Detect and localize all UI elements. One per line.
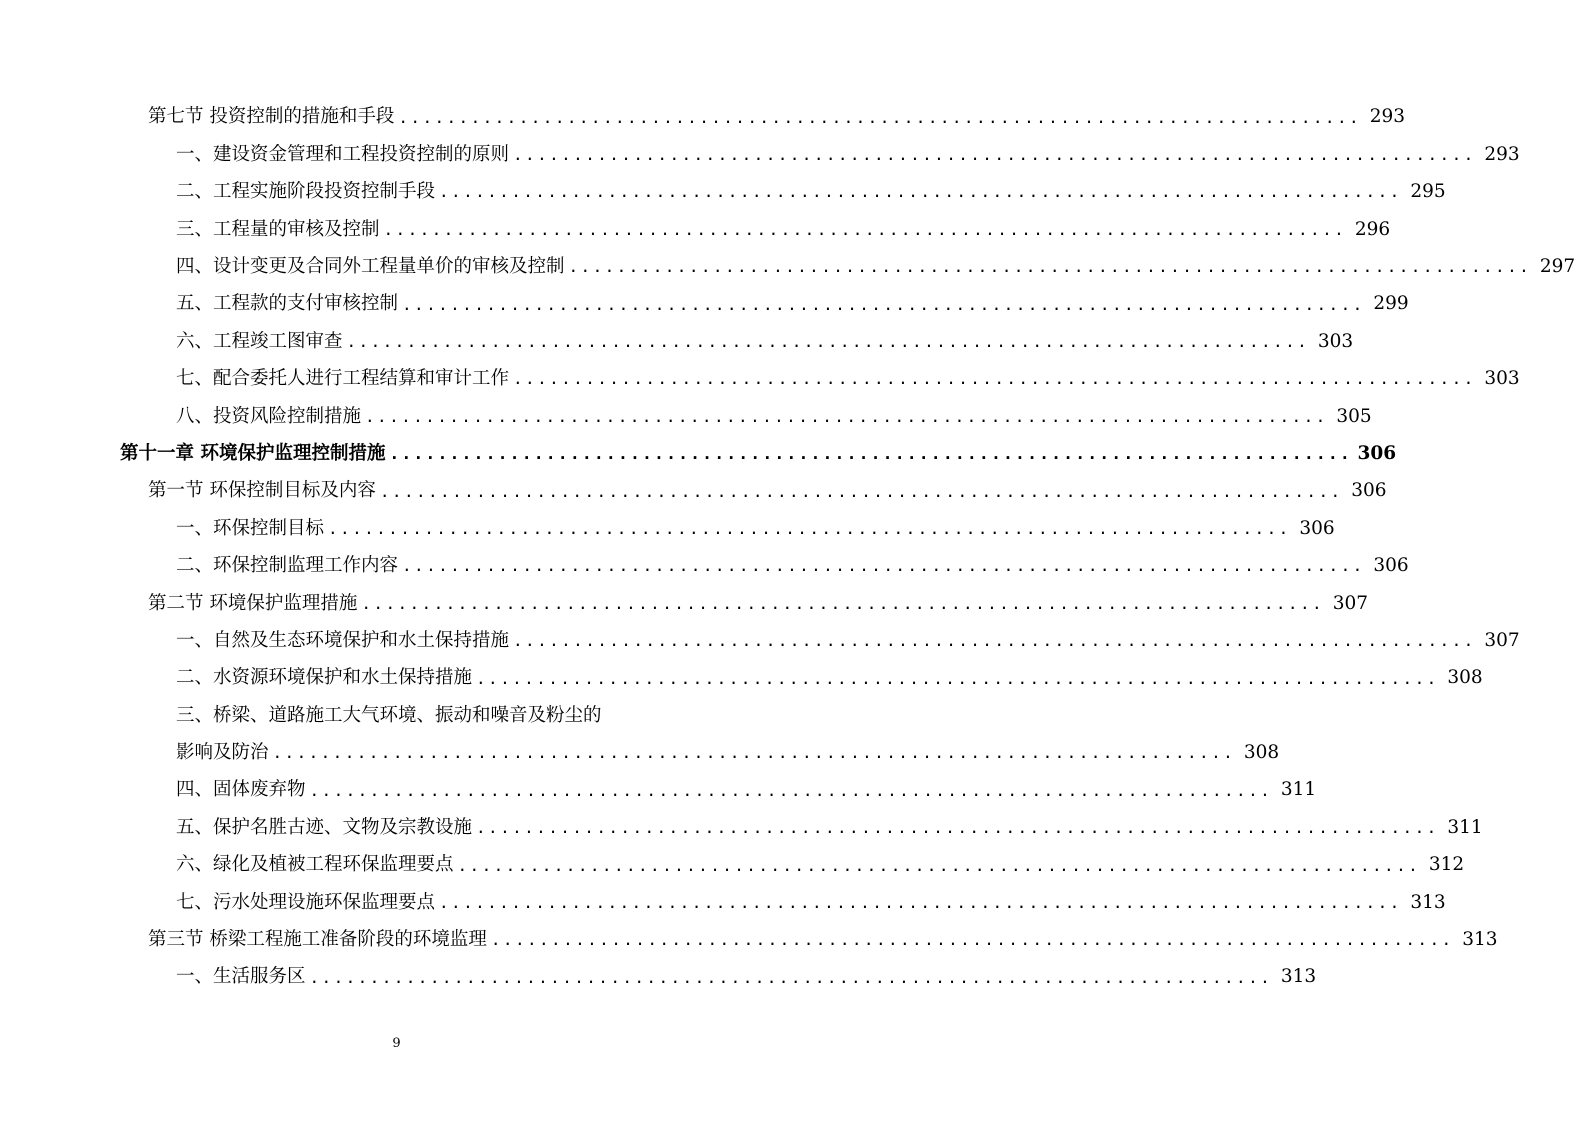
dot-leader: ................................................................................ [365, 406, 1328, 426]
dot-leader: ................................................................................ [513, 631, 1476, 651]
toc-entry-title: 一、生活服务区 [176, 966, 306, 988]
toc-entry-title: 一、自然及生态环境保护和水土保持措施 [176, 629, 510, 651]
toc-entry-title: 二、工程实施阶段投资控制手段 [176, 181, 436, 203]
toc-entry-page: 311 [1447, 816, 1483, 838]
toc-entry[interactable] [0, 847, 1465, 884]
toc-entry-title: 四、固体废弃物 [176, 779, 306, 801]
toc-entry-page: 313 [1280, 966, 1317, 988]
toc-entry[interactable] [0, 697, 793, 734]
dot-leader: ................................................................................ [272, 743, 1236, 763]
toc-entry-page: 296 [1354, 218, 1391, 240]
toc-entry-title: 第三节 桥梁工程施工准备阶段的环境监理 [148, 929, 487, 951]
dot-leader: ................................................................................ [476, 668, 1439, 688]
dot-leader: ................................................................................ [361, 593, 1325, 613]
page-number: 9 [392, 1036, 401, 1051]
toc-entry[interactable] [0, 398, 1372, 435]
toc-entry[interactable] [0, 959, 1317, 996]
toc-entry-title: 二、环保控制监理工作内容 [176, 555, 399, 577]
toc-entry-page: 312 [1428, 854, 1465, 876]
toc-entry-title: 二、水资源环境保护和水土保持措施 [176, 667, 473, 689]
toc-entry-title: 第一节 环保控制目标及内容 [148, 480, 376, 502]
dot-leader: ................................................................................ [439, 892, 1402, 912]
toc-entry-page: 311 [1280, 779, 1317, 801]
toc-entry-title: 三、桥梁、道路施工大气环境、振动和噪音及粉尘的 [176, 704, 602, 726]
dot-leader: ................................................................................ [476, 818, 1439, 838]
toc-entry-page: 303 [1484, 368, 1520, 390]
toc-entry-page: 303 [1317, 330, 1354, 352]
toc-entry-title: 六、绿化及植被工程环保监理要点 [176, 854, 454, 876]
toc-entry[interactable] [0, 772, 1317, 809]
toc-entry-title: 五、工程款的支付审核控制 [176, 293, 399, 315]
dot-leader: ................................................................................ [398, 107, 1362, 127]
dot-leader: ................................................................................ [328, 518, 1291, 538]
dot-leader: ................................................................................ [309, 967, 1273, 987]
toc-entry[interactable] [0, 922, 1498, 959]
toc-entry-page: 306 [1299, 517, 1335, 539]
toc-entry[interactable] [0, 510, 1335, 547]
toc-entry-page: 295 [1410, 181, 1446, 203]
toc-entry-title: 七、配合委托人进行工程结算和审计工作 [176, 368, 510, 390]
toc-entry-title: 七、污水处理设施环保监理要点 [176, 891, 436, 913]
toc-entry-title: 五、保护名胜古迹、文物及宗教设施 [176, 816, 473, 838]
toc-entry[interactable] [0, 323, 1354, 360]
toc-entry-page: 307 [1484, 629, 1520, 651]
toc-entry-page: 299 [1373, 293, 1409, 315]
table-of-contents [0, 99, 1575, 996]
dot-leader: ................................................................................ [568, 257, 1532, 277]
toc-entry-continuation[interactable] [0, 735, 1280, 772]
toc-entry[interactable] [0, 136, 1520, 173]
toc-entry-title: 八、投资风险控制措施 [176, 405, 362, 427]
toc-entry-page: 306 [1351, 480, 1387, 502]
toc-entry-page: 306 [1373, 555, 1409, 577]
toc-entry-page: 297 [1539, 256, 1575, 277]
dot-leader: ................................................................................ [346, 332, 1310, 352]
toc-entry-page: 305 [1336, 405, 1372, 427]
dot-leader: ................................................................................ [402, 294, 1365, 314]
dot-leader: ................................................................................ [513, 145, 1476, 165]
toc-entry-title: 一、环保控制目标 [176, 517, 325, 539]
toc-entry[interactable] [0, 361, 1520, 398]
toc-entry[interactable] [0, 809, 1483, 846]
toc-entry-page: 313 [1410, 891, 1446, 913]
dot-leader: ................................................................................ [309, 780, 1273, 800]
toc-entry-title: 四、设计变更及合同外工程量单价的审核及控制 [176, 256, 565, 277]
toc-entry[interactable] [0, 660, 1483, 697]
toc-entry-page: 307 [1332, 592, 1369, 614]
dot-leader: ................................................................................ [439, 182, 1402, 202]
toc-entry-title: 影响及防治 [176, 742, 269, 764]
toc-entry-title: 三、工程量的审核及控制 [176, 218, 380, 240]
toc-entry[interactable] [0, 211, 1391, 248]
dot-leader: ................................................................................ [457, 855, 1421, 875]
toc-entry[interactable] [0, 548, 1409, 585]
toc-entry-title: 一、建设资金管理和工程投资控制的原则 [176, 143, 510, 165]
toc-entry-page: 293 [1484, 143, 1520, 165]
dot-leader: ................................................................................ [389, 444, 1353, 464]
toc-entry-title: 第七节 投资控制的措施和手段 [148, 106, 395, 128]
toc-entry-title: 六、工程竣工图审查 [176, 330, 343, 352]
toc-entry[interactable] [0, 286, 1409, 323]
toc-entry-page: 313 [1462, 929, 1498, 951]
toc-entry-title: 第十一章 环境保护监理控制措施 [120, 442, 386, 464]
toc-entry-page: 306 [1357, 442, 1397, 464]
toc-entry[interactable] [0, 174, 1446, 211]
toc-entry[interactable] [0, 585, 1369, 622]
toc-entry-page: 308 [1243, 742, 1280, 764]
toc-entry[interactable] [0, 622, 1520, 659]
dot-leader: ................................................................................ [383, 219, 1347, 239]
toc-entry-page: 308 [1447, 667, 1483, 689]
toc-entry[interactable] [0, 99, 1406, 136]
dot-leader: ................................................................................ [402, 556, 1365, 576]
toc-entry[interactable] [0, 249, 1575, 286]
toc-entry-title: 第二节 环境保护监理措施 [148, 592, 358, 614]
dot-leader: ................................................................................ [513, 369, 1476, 389]
toc-entry[interactable] [0, 884, 1446, 921]
dot-leader: ................................................................................ [379, 481, 1343, 501]
toc-entry[interactable] [0, 473, 1387, 510]
toc-entry-page: 293 [1369, 106, 1406, 128]
toc-chapter-entry[interactable] [0, 436, 1397, 473]
dot-leader: ................................................................................ [490, 930, 1454, 950]
